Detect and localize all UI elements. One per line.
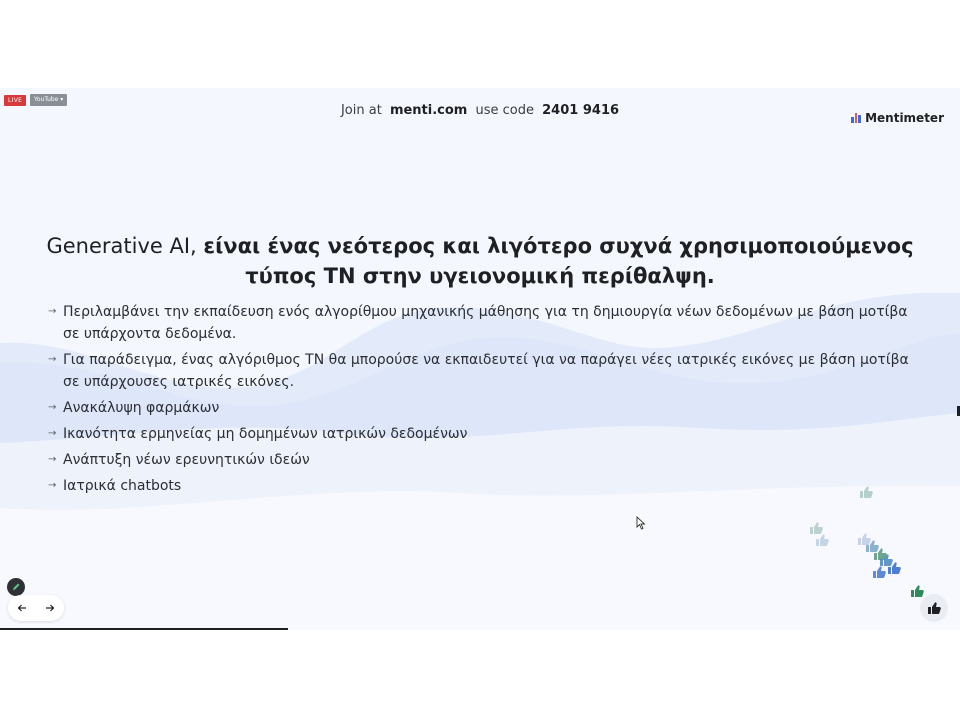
list-item: → Ανακάλυψη φαρμάκων (48, 397, 918, 419)
join-code: 2401 9416 (542, 103, 620, 118)
list-item: → Ανάπτυξη νέων ερευνητικών ιδεών (48, 449, 918, 471)
mentimeter-brand (851, 111, 944, 125)
pen-tool-button[interactable] (7, 578, 25, 596)
join-instructions (0, 103, 960, 118)
title-regular: Generative AI, (46, 234, 204, 258)
join-prefix: Join at (340, 103, 382, 118)
mentimeter-logo-icon (851, 113, 861, 123)
slide-title (40, 231, 920, 291)
arrow-left-icon (17, 603, 27, 613)
next-slide-button[interactable] (40, 598, 60, 618)
arrow-right-icon (45, 603, 55, 613)
arrow-right-icon: → (48, 306, 57, 317)
stream-source-select[interactable]: YouTube ▾ (30, 94, 67, 106)
title-end: . (706, 264, 715, 288)
arrow-right-icon: → (48, 402, 57, 413)
arrow-right-icon: → (48, 354, 57, 365)
presentation-slide (0, 88, 960, 630)
title-bold: είναι ένας νεότερος και λιγότερο συχνά χρησιμοποιούμενος τύπος ΤΝ στην υγειονομική περίθαλψη (203, 234, 914, 288)
pen-icon (11, 582, 21, 592)
join-site: menti.com (389, 103, 468, 118)
list-item: → Ικανότητα ερμηνείας μη δομημένων ιατρικών δεδομένων (48, 423, 918, 445)
mouse-cursor-icon (636, 516, 646, 530)
code-prefix: use code (475, 103, 534, 118)
slide-navigation (8, 595, 64, 621)
arrow-right-icon: → (48, 454, 57, 465)
like-reaction-button[interactable] (920, 594, 948, 622)
thumbs-up-icon (928, 602, 941, 614)
previous-slide-button[interactable] (12, 598, 32, 618)
list-item: → Ιατρικά chatbots (48, 475, 918, 497)
list-item: → Περιλαμβάνει την εκπαίδευση ενός αλγορίθμου μηχανικής μάθησης για τη δημιουργία νέων δεδομένων με βάση μοτίβα σε υπάρχοντα δεδομένα. (48, 301, 918, 345)
arrow-right-icon: → (48, 428, 57, 439)
live-badge: LIVE (4, 95, 26, 106)
list-item: → Για παράδειγμα, ένας αλγόριθμος ΤΝ θα μπορούσε να εκπαιδευτεί για να παράγει νέες ιατρικές εικόνες με βάση μοτίβα σε υπάρχουσες ιατρικές εικόνες. (48, 349, 918, 393)
bullet-list (48, 301, 918, 501)
brand-name: Mentimeter (865, 111, 944, 125)
presentation-progress-bar (0, 628, 288, 630)
arrow-right-icon: → (48, 480, 57, 491)
